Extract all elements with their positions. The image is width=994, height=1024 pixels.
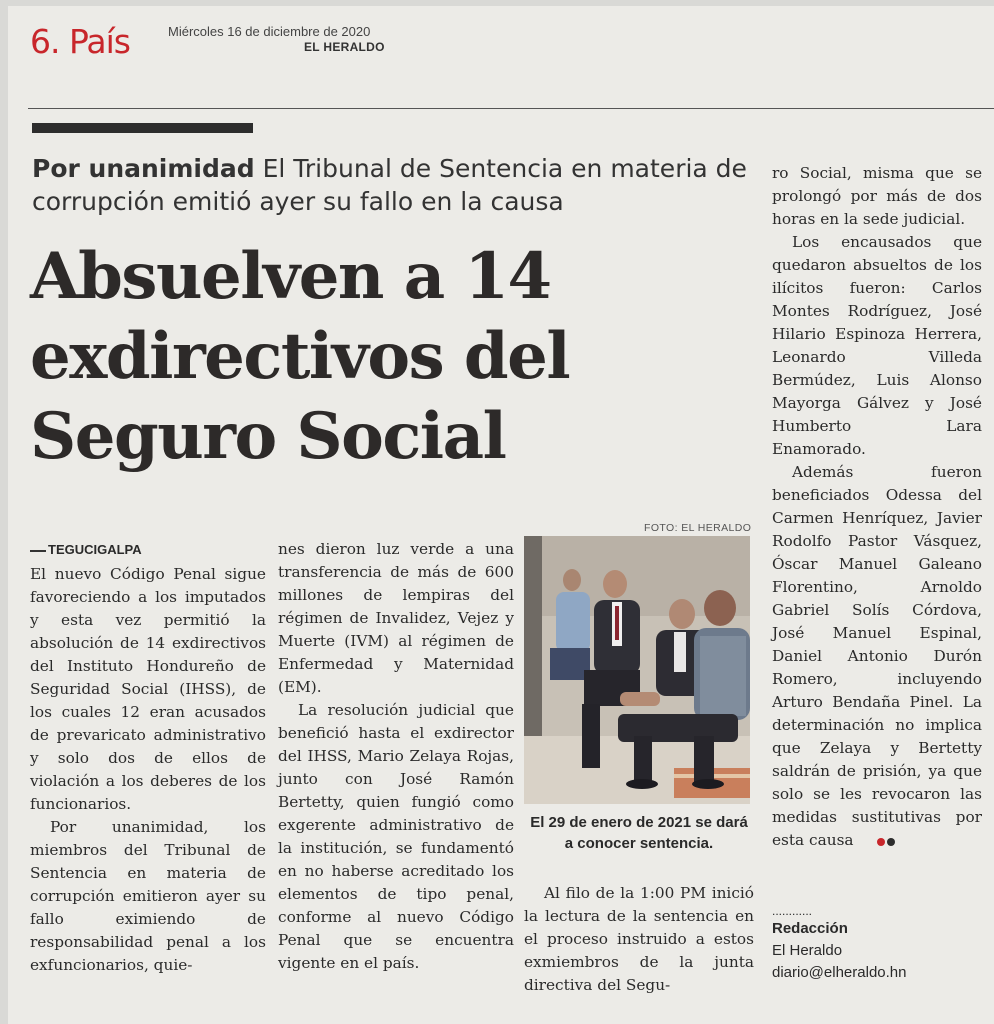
dateline	[30, 538, 266, 561]
paragraph: Al filo de la 1:00 PM inició la lectura de la sentencia en el proceso instruido a estos exmiembros de la junta directiva del Segu-	[524, 884, 754, 994]
dateline-city: TEGUCIGALPA	[48, 542, 142, 557]
header-divider	[28, 108, 994, 109]
paragraph: Por unanimidad, los miembros del Tribunal de Sentencia en materia de corrupción emitieron ayer su fallo eximiendo de responsabilidad penal a los exfuncionarios, quie-	[30, 818, 266, 974]
paragraph-text: Además fueron beneficiados Odessa del Carmen Henríquez, Javier Rodolfo Pastor Vásquez, Óscar Manuel Galeano Florentino, Arnoldo Gabriel Solís Córdova, José Manuel Espinal, Daniel Antonio Durón Romero, incluyendo Arturo Bendaña Pinel. La determinación no implica que Zelaya y Bertetty saldrán de prisión, ya que solo se les revocaron las medidas sustitutivas por esta causa	[772, 463, 982, 849]
end-mark-icon	[857, 830, 897, 853]
article-kicker	[32, 152, 762, 218]
newspaper-page	[8, 6, 994, 1024]
paragraph: La resolución judicial que benefició hasta el exdirector del IHSS, Mario Zelaya Rojas, junto con José Ramón Bertetty, quien fungió como exgerente administrativo de la institución, se fundamentó en no haberse acreditado los elementos de tipo penal, conforme al nuevo Código Penal que se encuentra vigente en el país.	[278, 701, 514, 972]
byline-outlet: El Heraldo	[772, 942, 843, 959]
article-column-4	[772, 162, 982, 853]
article-column-2	[278, 538, 514, 975]
photo-credit: FOTO: EL HERALDO	[644, 522, 752, 534]
paragraph: Los encausados que quedaron absueltos de los ilícitos fueron: Carlos Montes Rodríguez, José Hilario Espinoza Herrera, Leonardo Villeda Bermúdez, Luis Alonso Mayorga Gálvez y José Humberto Lara Enamorado.	[772, 233, 982, 458]
paragraph	[772, 461, 982, 853]
byline-role: Redacción	[772, 920, 848, 937]
kicker-lead: Por unanimidad	[32, 154, 255, 183]
photo-caption: El 29 de enero de 2021 se dará a conocer sentencia.	[530, 814, 748, 852]
paragraph: nes dieron luz verde a una transferencia de más de 600 millones de lempiras del régimen de Invalidez, Vejez y Muerte (IVM) al régimen de Enfermedad y Maternidad (EM).	[278, 540, 514, 696]
article-column-3	[524, 882, 754, 997]
issue-date: Miércoles 16 de diciembre de 2020	[168, 24, 371, 39]
kicker-text: El Tribunal de Sentencia en materia de corrupción emitió ayer su fallo en la causa	[32, 154, 747, 216]
byline-separator: ............	[772, 904, 813, 918]
courtroom-photo-illustration	[524, 536, 750, 804]
article-headline: Absuelven a 14 exdirectivos del Seguro Social	[30, 239, 570, 474]
article-column-1	[30, 538, 266, 977]
courtroom-photo	[524, 536, 750, 804]
dateline-rule	[30, 550, 46, 552]
article-top-bar	[32, 123, 253, 133]
byline-email: diario@elheraldo.hn	[772, 964, 907, 981]
paragraph: ro Social, misma que se prolongó por más de dos horas en la sede judicial.	[772, 164, 982, 228]
paragraph: El nuevo Código Penal sigue favoreciendo a los imputados y esta vez permitió la absolución de 14 exdirectivos del Instituto Hondureño de Seguridad Social (IHSS), de los cuales 12 eran acusados de prevaricato administrativo y solo dos de ellos de violación a los deberes de los funcionarios.	[30, 565, 266, 813]
section-label: 6. País	[30, 22, 130, 61]
newspaper-name: EL HERALDO	[304, 40, 385, 54]
byline	[772, 904, 982, 984]
